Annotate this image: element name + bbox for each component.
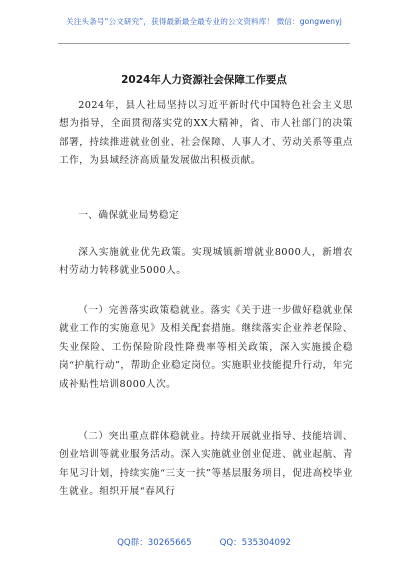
section-paragraph-2: （二）突出重点群体稳就业。持续开展就业指导、技能培训、创业培训等就业服务活动。深入实施就业创业促进、就业起航、青年见习计划，持续实施“三支一扶”等基层服务项目，促进高校毕业生就业。组织开展“春风行 (59, 431, 353, 498)
footer-qq: QQ：535304092 (219, 538, 291, 548)
section-paragraph-1: （一）完善落实政策稳就业。落实《关于进一步做好稳就业保就业工作的实施意见》及相关配套措施。继续落实企业养老保险、失业保险、工伤保险阶段性降费率等相关政策，深入实施援企稳岗“护航行动”，帮助企业稳定岗位。实施职业技能提升行动，年完成补贴性培训8000人次。 (59, 305, 353, 390)
header-divider (58, 43, 350, 44)
section-paragraph-employment: 深入实施就业优先政策。实现城镇新增就业8000人，新增农村劳动力转移就业5000人。 (59, 247, 353, 277)
document-title: 2024年人力资源社会保障工作要点 (121, 74, 287, 86)
header-banner-text: 关注头条号“公文研究”，获得最新最全最专业的公文资料库！ 微信：gongwenyj (66, 17, 342, 26)
footer-qq-group: QQ群：30265665 (117, 538, 192, 548)
section-heading-1: 一、确保就业局势稳定 (78, 210, 180, 221)
footer-contact (0, 536, 408, 548)
header-banner (0, 0, 408, 43)
intro-paragraph: 2024年，县人社局坚持以习近平新时代中国特色社会主义思想为指导，全面贯彻落实党的XX大精神，省、市人社部门的决策部署，持续推进就业创业、社会保障、人事人才、劳动关系等重点工作，为县域经济高质量发展做出积极贡献。 (59, 100, 353, 167)
